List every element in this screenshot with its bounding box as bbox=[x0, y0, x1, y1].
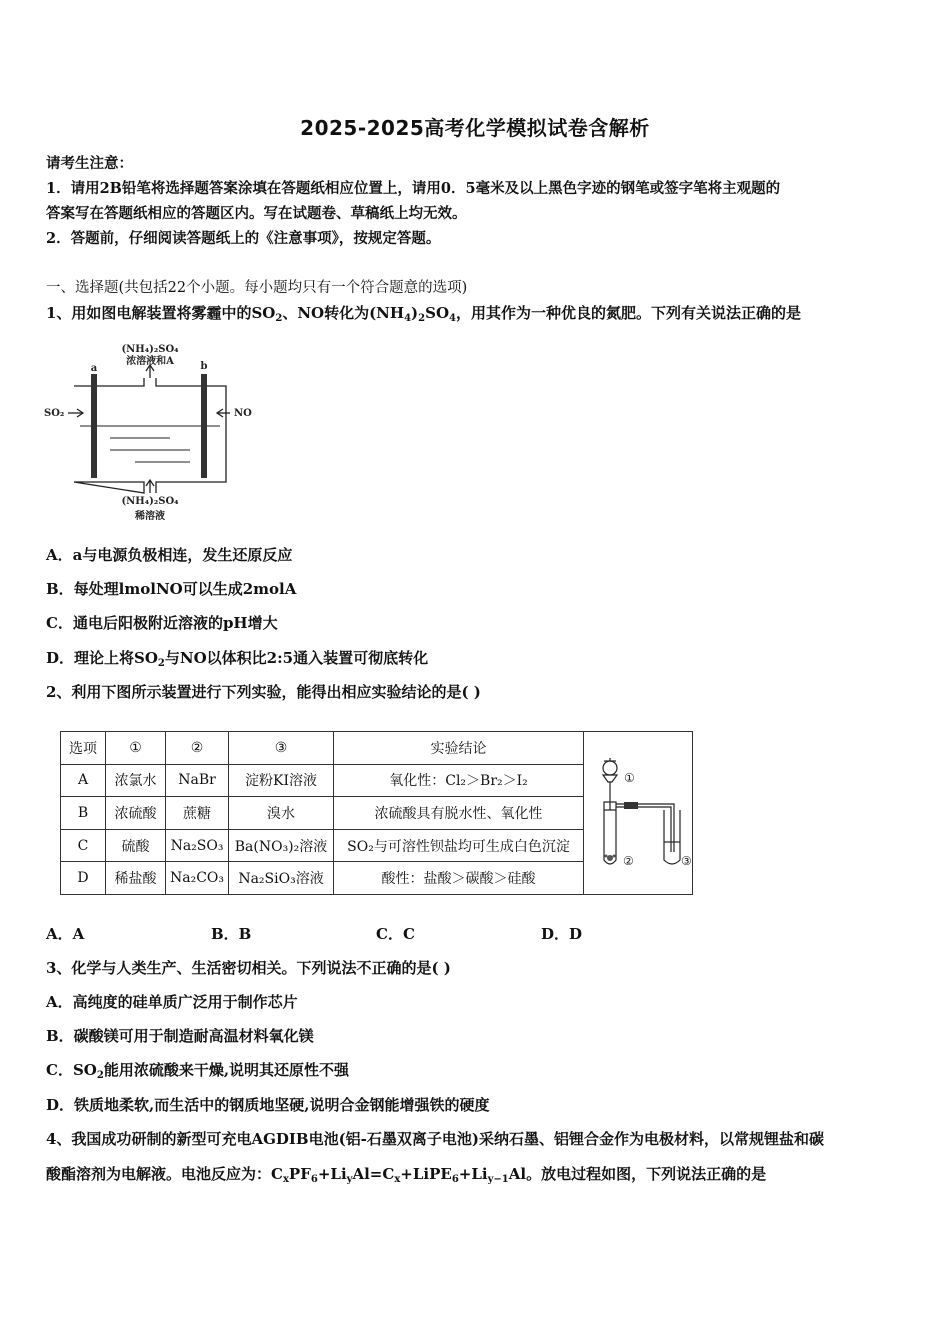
q1-option-d: D．理论上将$SO_2$与NO以体积比2:5通入装置可彻底转化 bbox=[46, 649, 429, 669]
q3-option-a: A．高纯度的硅单质广泛用于制作芯片 bbox=[46, 993, 298, 1011]
cell-conclusion: 浓硫酸具有脱水性、氧化性 bbox=[334, 797, 584, 830]
header-conclusion: 实验结论 bbox=[334, 732, 584, 765]
header-2: ② bbox=[166, 732, 229, 765]
q3-stem: 3、化学与人类生产、生活密切相关。下列说法不正确的是( ) bbox=[46, 959, 451, 977]
cell-option: C bbox=[61, 829, 106, 862]
cell-reagent-3: Na₂SiO₃溶液 bbox=[229, 862, 334, 895]
q2-stem: 2、利用下图所示装置进行下列实验，能得出相应实验结论的是( ) bbox=[46, 683, 481, 701]
fig1-bottom-label-2: 稀溶液 bbox=[135, 511, 165, 522]
cell-reagent-3: 淀粉KI溶液 bbox=[229, 764, 334, 797]
cell-reagent-1: 硫酸 bbox=[106, 829, 166, 862]
cell-reagent-2: 蔗糖 bbox=[166, 797, 229, 830]
q2-option-c: C．C bbox=[376, 925, 415, 943]
apparatus-label-3: ③ bbox=[681, 854, 692, 868]
notice-heading: 请考生注意： bbox=[46, 155, 133, 172]
cell-option: B bbox=[61, 797, 106, 830]
q4-stem-line-1: 4、我国成功研制的新型可充电AGDIB电池(铝-石墨双离子电池)采纳石墨、铝锂合金作为电极材料，以常规锂盐和碳 bbox=[46, 1130, 825, 1148]
cell-reagent-2: Na₂SO₃ bbox=[166, 829, 229, 862]
cell-conclusion: SO₂与可溶性钡盐均可生成白色沉淀 bbox=[334, 829, 584, 862]
cell-conclusion: 酸性：盐酸＞碳酸＞硅酸 bbox=[334, 862, 584, 895]
fig1-top-label-1: (NH₄)₂SO₄ bbox=[121, 344, 179, 355]
electrolysis-figure bbox=[40, 338, 270, 528]
table-header-row bbox=[61, 732, 693, 765]
cell-option: D bbox=[61, 862, 106, 895]
cell-reagent-2: NaBr bbox=[166, 764, 229, 797]
experiment-table bbox=[60, 731, 693, 895]
fig1-left-gas: SO₂ bbox=[44, 408, 65, 419]
q3-option-d: D．铁质地柔软,而生活中的钢质地坚硬,说明合金钢能增强铁的硬度 bbox=[46, 1096, 490, 1114]
q4-stem-line-2: 酸酯溶剂为电解液。电池反应为：$C_xPF_6+Li_yAl=C_x+LiPE_6+Li_{y-1}Al$。放电过程如图，下列说法正确的是 bbox=[46, 1165, 767, 1185]
fig1-bottom-label-1: (NH₄)₂SO₄ bbox=[121, 496, 179, 507]
q2-option-b: B．B bbox=[211, 925, 252, 943]
notice-item-1b: 答案写在答题纸相应的答题区内。写在试题卷、草稿纸上均无效。 bbox=[46, 205, 467, 222]
notice-item-1a: 1．请用2B铅笔将选择题答案涂填在答题纸相应位置上，请用0．5毫米及以上黑色字迹的钢笔或签字笔将主观题的 bbox=[46, 180, 781, 197]
fig1-electrode-a: a bbox=[90, 363, 98, 374]
header-3: ③ bbox=[229, 732, 334, 765]
q1-stem: 1、用如图电解装置将雾霾中的$SO_2$、NO转化为$(NH_4)_2SO_4$，用其作为一种优良的氮肥。下列有关说法正确的是 bbox=[46, 304, 802, 324]
q1-option-b: B．每处理lmolNO可以生成2molA bbox=[46, 580, 297, 598]
header-1: ① bbox=[106, 732, 166, 765]
cell-reagent-1: 稀盐酸 bbox=[106, 862, 166, 895]
page-title: 2025-2025高考化学模拟试卷含解析 bbox=[300, 116, 650, 140]
fig1-right-gas: NO bbox=[234, 408, 252, 419]
cell-reagent-1: 浓硫酸 bbox=[106, 797, 166, 830]
cell-reagent-1: 浓氯水 bbox=[106, 764, 166, 797]
q3-option-c: C．$SO_2$能用浓硫酸来干燥,说明其还原性不强 bbox=[46, 1061, 350, 1081]
cell-reagent-3: Ba(NO₃)₂溶液 bbox=[229, 829, 334, 862]
q1-option-c: C．通电后阳极附近溶液的pH增大 bbox=[46, 614, 278, 632]
apparatus-label-2: ② bbox=[623, 854, 634, 868]
cell-option: A bbox=[61, 764, 106, 797]
fig1-top-label-2: 浓溶液和A bbox=[126, 356, 174, 367]
q3-option-b: B．碳酸镁可用于制造耐高温材料氧化镁 bbox=[46, 1027, 314, 1045]
cell-reagent-3: 溴水 bbox=[229, 797, 334, 830]
apparatus-label-1: ① bbox=[624, 771, 635, 785]
fig1-electrode-b: b bbox=[200, 361, 208, 372]
q2-option-d: D．D bbox=[541, 925, 583, 943]
notice-item-2: 2．答题前，仔细阅读答题纸上的《注意事项》，按规定答题。 bbox=[46, 230, 441, 247]
cell-conclusion: 氧化性：Cl₂＞Br₂＞I₂ bbox=[334, 764, 584, 797]
apparatus-cell bbox=[584, 732, 693, 895]
cell-reagent-2: Na₂CO₃ bbox=[166, 862, 229, 895]
q2-option-a: A．A bbox=[46, 925, 85, 943]
q1-option-a: A．a与电源负极相连，发生还原反应 bbox=[46, 546, 293, 564]
section-heading: 一、选择题(共包括22个小题。每小题均只有一个符合题意的选项) bbox=[46, 280, 468, 296]
apparatus-figure bbox=[584, 732, 692, 890]
header-option: 选项 bbox=[61, 732, 106, 765]
